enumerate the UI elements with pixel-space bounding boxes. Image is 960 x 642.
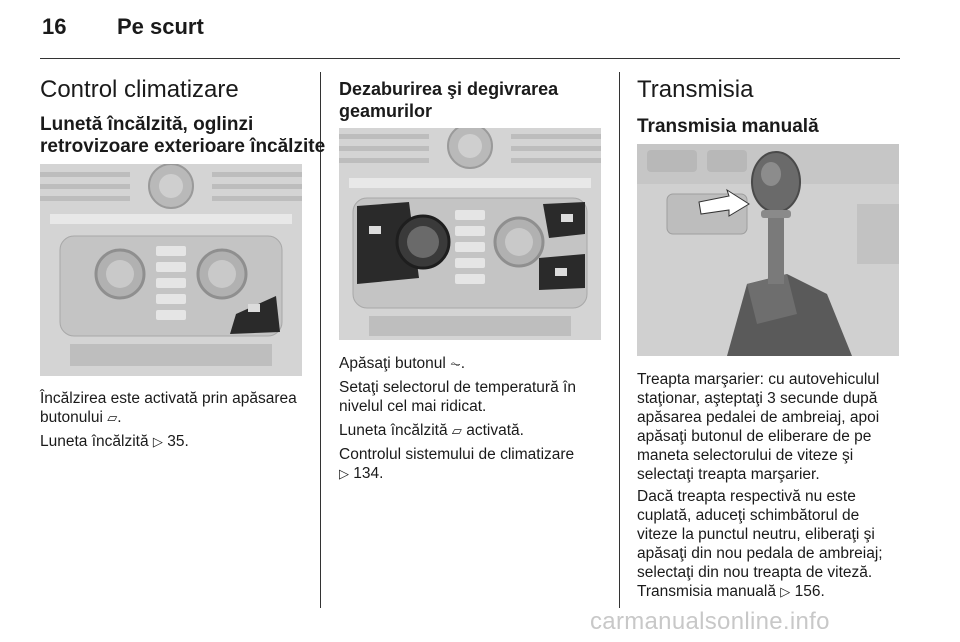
col2-para3: Luneta încălzită ⏥ activată. (339, 422, 524, 439)
heated-rear-window-heading-line1: Lunetă încălzită, oglinzi (40, 114, 254, 135)
climate-panel-photo (40, 164, 302, 376)
reference-arrow-icon: ▷ (780, 585, 791, 600)
col2-para4-line2 (339, 464, 383, 484)
page-reference-156[interactable]: 156. (790, 583, 825, 600)
reference-arrow-icon: ▷ (152, 435, 163, 450)
col2-para2-line1: Setaţi selectorul de temperatură în (339, 379, 576, 396)
col2-para1: Apăsaţi butonul ⏦. (339, 355, 466, 372)
col3-para3: Transmisia manuală ▷ 156. (637, 583, 825, 600)
col1-para1-line2: butonului ⏥. (40, 409, 122, 426)
page-reference-134[interactable]: 134. (349, 465, 384, 482)
col2-para2-line2: nivelul cel mai ridicat. (339, 398, 487, 415)
reverse-gear-paragraph: Treapta marşarier: cu autovehiculul staţionar, aşteptaţi 3 secunde după apăsarea pedalei de ambreiaj, apoi apăsaţi butonul de eliberare de pe maneta selectorului de viteze şi selectaţi treapta marşarier. (637, 371, 880, 483)
rear-defrost-icon: ⏥ (107, 411, 118, 426)
gear-not-engaged-paragraph: Dacă treapta respectivă nu este cuplată, aduceţi schimbătorul de viteze la punctul neutru, eliberaţi şi apăsaţi din nou pedala de ambreiaj; selectaţi din nou treapta de viteză. (637, 488, 883, 581)
gear-lever-photo (637, 144, 899, 356)
page-reference-35[interactable]: 35. (162, 433, 189, 450)
col2-para4-line1: Controlul sistemului de climatizare (339, 446, 575, 463)
transmission-heading: Transmisia (637, 76, 754, 103)
page-number: 16 (42, 14, 67, 39)
rear-defrost-icon: ⏥ (451, 424, 462, 439)
page-header-title: Pe scurt (117, 14, 204, 39)
windshield-defrost-icon: ⏦ (450, 357, 461, 372)
watermark: carmanualsonline.info (590, 608, 830, 635)
reference-arrow-icon: ▷ (339, 467, 349, 482)
col1-para1-text: butonului (40, 409, 108, 426)
column-divider-2 (619, 72, 620, 608)
col1-para2: Luneta încălzită ▷ 35. (40, 433, 189, 450)
header-rule (40, 58, 900, 59)
heated-rear-window-heading-line2: retrovizoare exterioare încălzite (40, 136, 326, 157)
manual-transmission-heading: Transmisia manuală (637, 116, 819, 137)
col1-para1-line1: Încălzirea este activată prin apăsarea (40, 390, 297, 407)
defrost-panel-photo (339, 128, 601, 340)
climate-control-heading: Control climatizare (40, 76, 239, 103)
defogging-heading-line1: Dezaburirea şi degivrarea (339, 79, 559, 99)
defogging-heading-line2: geamurilor (339, 101, 433, 121)
